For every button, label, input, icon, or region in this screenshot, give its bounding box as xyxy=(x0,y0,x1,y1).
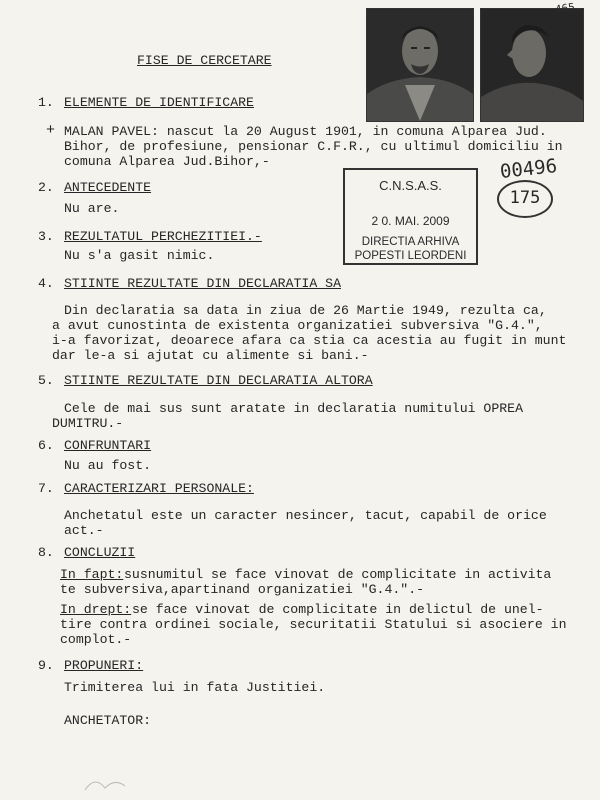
handwritten-number: 00496 xyxy=(499,155,559,183)
section-5-line-1: Cele de mai sus sunt aratate in declaratia numitului OPREA xyxy=(64,401,523,416)
handwritten-top-mark: 465 xyxy=(554,0,576,17)
section-9-heading: PROPUNERI: xyxy=(64,658,144,673)
in-drept-line-2: tire contra ordinei sociale, securitatii Statului si asociere in xyxy=(60,617,567,632)
section-4-line-4: dar le-a si ajutat cu alimente si bani.- xyxy=(52,348,369,363)
photo-front xyxy=(366,8,474,122)
photo-profile xyxy=(480,8,584,122)
section-1-line-2: Bihor, de profesiune, pensionar C.F.R., cu ultimul domiciliu in xyxy=(64,139,563,154)
portrait-profile-image xyxy=(481,9,583,121)
section-7-line-2: act.- xyxy=(64,523,104,538)
section-9-number: 9. xyxy=(38,658,54,673)
stamp-line-4: POPESTI LEORDENI xyxy=(354,250,467,262)
section-4-line-2: a avut cunostinta de existenta organizatiei subversiva "G.4.", xyxy=(52,318,543,333)
section-1-number: 1. xyxy=(38,95,54,110)
section-4-heading: STIINTE REZULTATE DIN DECLARATIA SA xyxy=(64,276,341,291)
section-6-number: 6. xyxy=(38,438,54,453)
portrait-front-image xyxy=(367,9,473,121)
in-fapt-label: In fapt: xyxy=(60,567,124,582)
oval-number-badge xyxy=(497,180,553,218)
stamp-line-1: C.N.S.A.S. xyxy=(379,178,442,193)
stamp-date: 2 0. MAI. 2009 xyxy=(371,214,450,228)
section-5-number: 5. xyxy=(38,373,54,388)
section-3-number: 3. xyxy=(38,229,54,244)
section-3-line-1: Nu s'a gasit nimic. xyxy=(64,248,215,263)
in-drept-label: In drept: xyxy=(60,602,132,617)
section-4-line-3: i-a favorizat, deoarece afara ca stia ca acestia au fugit in munt xyxy=(52,333,567,348)
section-5-heading: STIINTE REZULTATE DIN DECLARATIA ALTORA xyxy=(64,373,373,388)
scribble-mark xyxy=(80,770,140,795)
section-2-line-1: Nu are. xyxy=(64,201,120,216)
section-7-number: 7. xyxy=(38,481,54,496)
section-1-line-3: comuna Alparea Jud.Bihor,- xyxy=(64,154,270,169)
section-4-line-1: Din declaratia sa data in ziua de 26 Martie 1949, rezulta ca, xyxy=(64,303,547,318)
section-7-line-1: Anchetatul este un caracter nesincer, tacut, capabil de orice xyxy=(64,508,547,523)
in-drept-line-3: complot.- xyxy=(60,632,132,647)
archive-stamp xyxy=(343,168,478,265)
page-title: FISE DE CERCETARE xyxy=(137,53,272,68)
section-1-line-1: MALAN PAVEL: nascut la 20 August 1901, in comuna Alparea Jud. xyxy=(64,124,547,139)
in-drept-line-1: se face vinovat de complicitate in delictul de unel- xyxy=(132,602,544,617)
section-6-line-1: Nu au fost. xyxy=(64,458,152,473)
section-2-heading: ANTECEDENTE xyxy=(64,180,152,195)
section-3-heading: REZULTATUL PERCHEZITIEI.- xyxy=(64,229,262,244)
cross-mark: + xyxy=(46,122,56,139)
section-1-heading: ELEMENTE DE IDENTIFICARE xyxy=(64,95,254,110)
in-fapt-line-2: te subversiva,apartinand organizatiei "G.4.".- xyxy=(60,582,425,597)
section-4-number: 4. xyxy=(38,276,54,291)
anchetator-label: ANCHETATOR: xyxy=(64,713,152,728)
section-2-number: 2. xyxy=(38,180,54,195)
section-7-heading: CARACTERIZARI PERSONALE: xyxy=(64,481,254,496)
oval-number: 175 xyxy=(509,188,541,208)
section-8-number: 8. xyxy=(38,545,54,560)
in-fapt-line-1: susnumitul se face vinovat de complicitate in activita xyxy=(124,567,552,582)
section-6-heading: CONFRUNTARI xyxy=(64,438,152,453)
section-9-line-1: Trimiterea lui in fata Justitiei. xyxy=(64,680,326,695)
section-8-heading: CONCLUZII xyxy=(64,545,136,560)
section-5-line-2: DUMITRU.- xyxy=(52,416,124,431)
stamp-line-3: DIRECTIA ARHIVA xyxy=(361,236,460,248)
